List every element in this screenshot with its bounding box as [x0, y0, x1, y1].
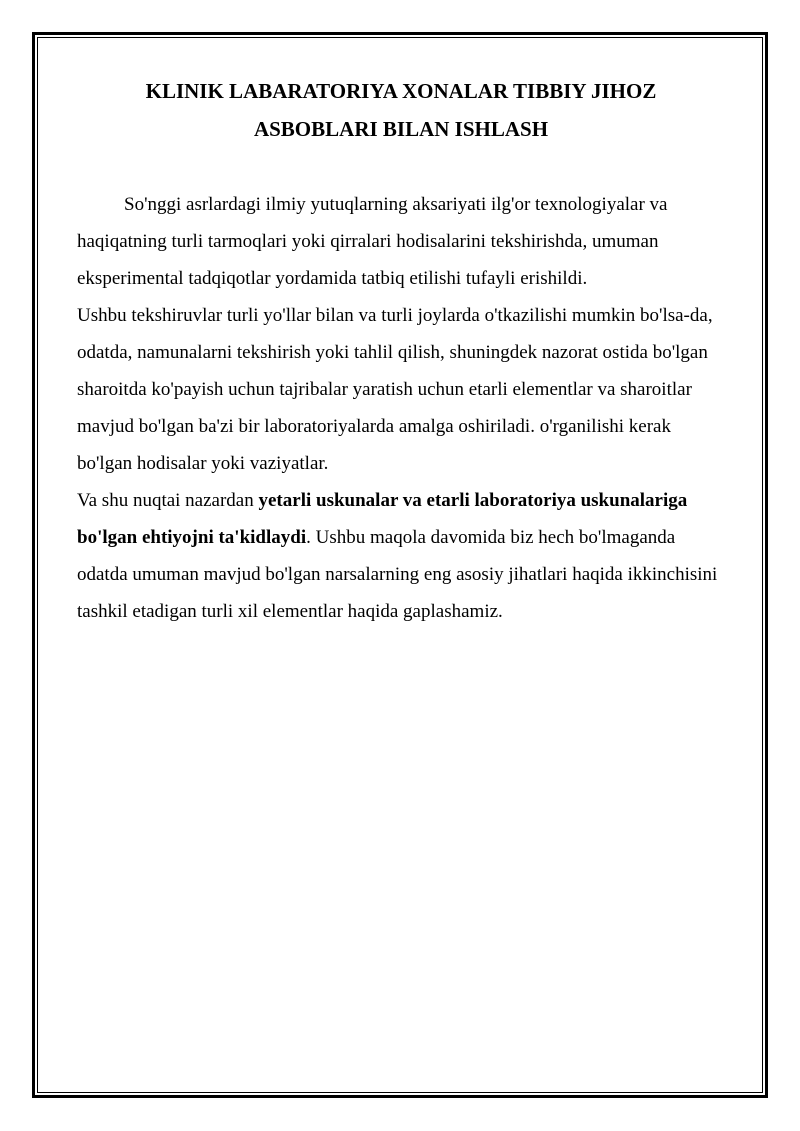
- document-title: [77, 72, 725, 148]
- paragraph-3-end: . Ushbu maqola davomida biz hech bo'lmaganda odatda umuman mavjud bo'lgan narsalarning eng asosiy jihatlari haqida ikkinchisini tashkil etadigan turli xil elementlar haqida gaplashamiz.: [77, 527, 718, 622]
- paragraph-1: So'nggi asrlardagi ilmiy yutuqlarning aksariyati ilg'or texnologiyalar va haqiqatning turli tarmoqlari yoki qirralari hodisalarini tekshirishda, umuman eksperimental tadqiqotlar yordamida tatbiq etilishi tufayli erishildi.: [77, 194, 668, 289]
- paragraph-3-start: Va shu nuqtai nazardan: [77, 490, 259, 511]
- paragraph-2: Ushbu tekshiruvlar turli yo'llar bilan va turli joylarda o'tkazilishi mumkin bo'lsa-da, odatda, namunalarni tekshirish yoki tahlil qilish, shuningdek nazorat ostida bo'lgan sharoitda ko'payish uchun tajribalar yaratish uchun etarli elementlar va sharoitlar mavjud bo'lgan ba'zi bir laboratoriyalarda amalga oshiriladi. o'rganilishi kerak bo'lgan hodisalar yoki vaziyatlar.: [77, 305, 713, 474]
- title-line-1: KLINIK LABARATORIYA XONALAR TIBBIY JIHOZ: [145, 79, 657, 103]
- title-line-2: ASBOBLARI BILAN ISHLASH: [253, 117, 549, 141]
- paragraph-3-emphasis: yetarli uskunalar va etarli laboratoriya uskunalariga bo'lgan ehtiyojni ta'kidlaydi: [77, 490, 688, 548]
- paragraph-3: [77, 482, 725, 630]
- document-body: [77, 186, 725, 630]
- document-content: [77, 72, 725, 630]
